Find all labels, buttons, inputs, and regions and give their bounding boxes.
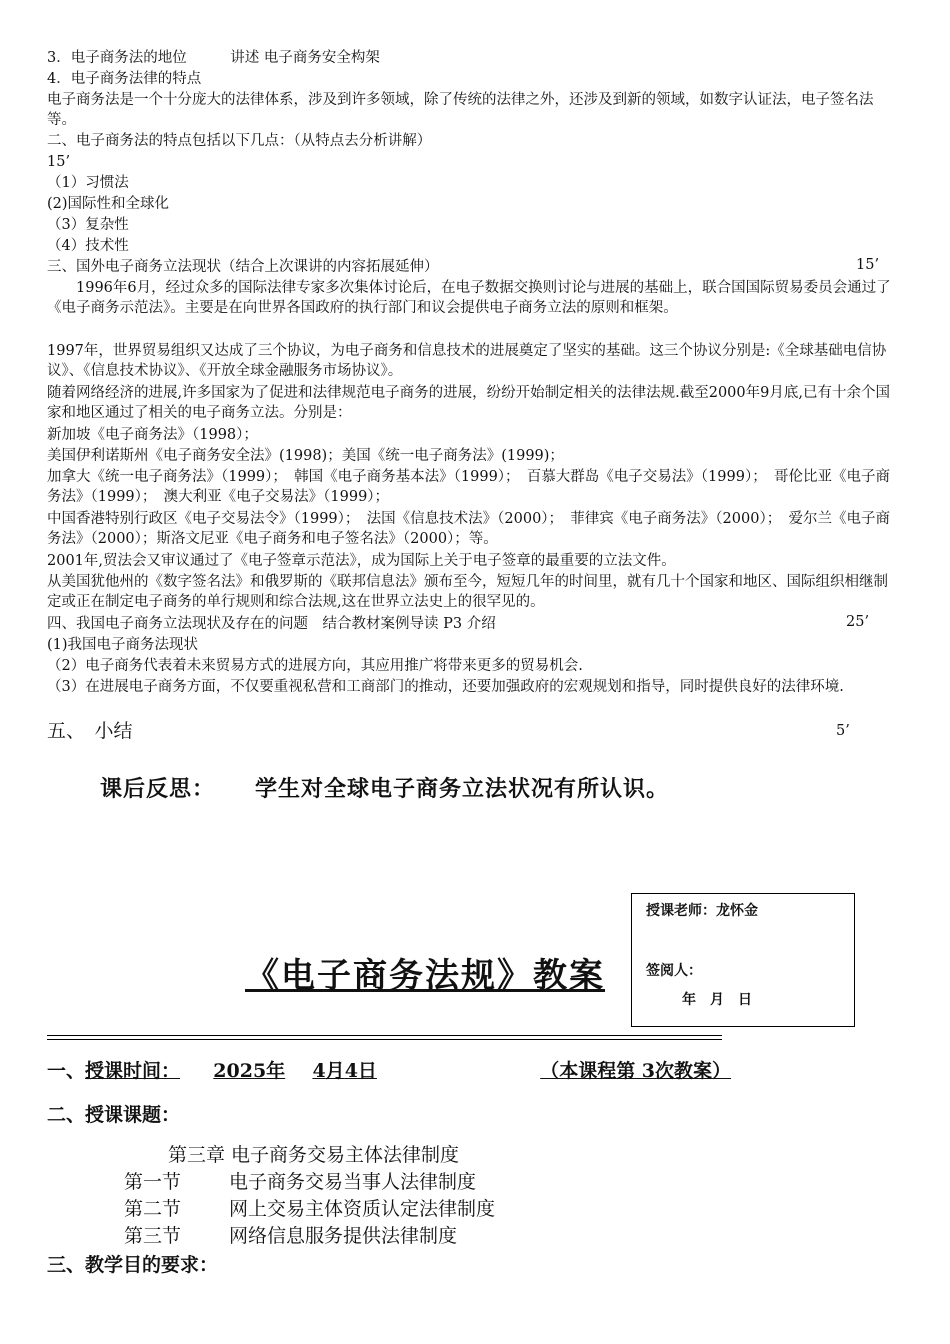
text-line: 新加坡《电子商务法》（1998）； <box>47 427 258 443</box>
paragraph: 电子商务法是一个十分庞大的法律体系，涉及到许多领域，除了传统的法律之外，还涉及到新的领域，如数字认证法，电子签名法等。 <box>47 92 874 128</box>
list-item: （3）复杂性 <box>47 217 129 233</box>
time-note: 25’ <box>846 614 870 630</box>
divider <box>47 1035 722 1036</box>
paragraph: 从美国犹他州的《数字签名法》和俄罗斯的《联邦信息法》颁布至今，短短几年的时间里，就有几十个国家和地区、国际组织相继制定或正在制定电子商务的单行规则和综合法规,这在世界立法史上的很罕见的。 <box>47 574 888 610</box>
list-item: (2)国际性和全球化 <box>47 196 170 212</box>
document-title: 《电子商务法规》教案 <box>245 956 605 996</box>
section-entry: 第二节 网上交易主体资质认定法律制度 <box>124 1198 496 1220</box>
paragraph: 1996年6月，经过众多的国际法律专家多次集体讨论后，在电子数据交换则讨论与进展的基础上，联合国国际贸易委员会通过了《电子商务示范法》。主要是在向世界各国政府的执行部门和议会提供电子商务立法的原则和框架。 <box>47 280 891 316</box>
time-note: 15’ <box>47 154 71 170</box>
heading: 二、电子商务法的特点包括以下几点：（从特点去分析讲解） <box>47 133 432 149</box>
summary-heading: 五、 小结 <box>47 720 133 742</box>
paragraph: 加拿大《统一电子商务法》（1999）； 韩国《电子商务基本法》（1999）； 百慕大群岛《电子交易法》（1999）； 哥伦比亚《电子商务法》（1999）； 澳大利亚《电子交易法》（1999）； <box>47 469 890 505</box>
divider <box>47 1039 722 1040</box>
day-value: 4 <box>344 1060 358 1082</box>
teacher-label: 授课老师：龙怀金 <box>646 903 758 919</box>
course-count: （本课程第 3次教案） <box>540 1060 732 1082</box>
list-item: (1)我国电子商务法现状 <box>47 637 199 653</box>
section-entry: 第一节 电子商务交易当事人法律制度 <box>124 1171 477 1193</box>
section-entry: 第三节 网络信息服务提供法律制度 <box>124 1225 458 1247</box>
time-note: 5’ <box>836 723 850 739</box>
year-value: 2025 <box>213 1060 267 1082</box>
date-label: 年 月 日 <box>682 992 752 1008</box>
time-label: 授课时间： <box>85 1060 181 1082</box>
section-time: 一、授课时间： 2025年 4月4日 （本课程第 3次教案） <box>47 1060 732 1082</box>
list-item: （2）电子商务代表着未来贸易方式的进展方向，其应用推广将带来更多的贸易机会. <box>47 658 583 674</box>
reflection <box>100 772 669 803</box>
paragraph: 1997年，世界贸易组织又达成了三个协议，为电子商务和信息技术的进展奠定了坚实的基础。这三个协议分别是:《全球基础电信协议》、《信息技术协议》、《开放全球金融服务市场协议》。 <box>47 343 887 379</box>
approval-box <box>631 893 855 1027</box>
text-line: 2001年,贸法会又审议通过了《电子签章示范法》，成为国际上关于电子签章的最重要的立法文件。 <box>47 553 676 569</box>
heading: 四、我国电子商务立法现状及存在的问题 结合教材案例导读 P3 介绍 <box>47 616 496 632</box>
list-item: （3）在进展电子商务方面，不仅要重视私营和工商部门的推动，还要加强政府的宏观规划和指导，同时提供良好的法律环境. <box>47 679 844 695</box>
time-note: 15’ <box>856 257 880 273</box>
chapter-title: 第三章 电子商务交易主体法律制度 <box>168 1144 460 1166</box>
text-line: 3．电子商务法的地位 讲述 电子商务安全构架 <box>47 50 380 66</box>
text-line: 美国伊利诺斯州《电子商务安全法》(1998)；美国《统一电子商务法》(1999)； <box>47 448 564 464</box>
reflection-text: 学生对全球电子商务立法状况有所认识。 <box>255 776 670 802</box>
section-topic: 二、授课课题： <box>47 1104 181 1126</box>
heading: 三、国外电子商务立法现状（结合上次课讲的内容拓展延伸） <box>47 259 439 275</box>
reviewer-label: 签阅人： <box>646 963 702 979</box>
list-item: （4）技术性 <box>47 238 129 254</box>
paragraph: 随着网络经济的进展,许多国家为了促进和法律规范电子商务的进展，纷纷开始制定相关的法律法规.截至2000年9月底,已有十余个国家和地区通过了相关的电子商务立法。分别是： <box>47 385 890 421</box>
month-value: 4 <box>312 1060 326 1082</box>
reflection-label: 课后反思： <box>100 776 216 802</box>
text-line: 4．电子商务法律的特点 <box>47 71 202 87</box>
section-prefix: 一、 <box>47 1060 86 1082</box>
section-goals: 三、教学目的要求： <box>47 1254 219 1276</box>
paragraph: 中国香港特别行政区《电子交易法令》（1999）； 法国《信息技术法》（2000）； 菲律宾《电子商务法》（2000）； 爱尔兰《电子商务法》（2000）；斯洛文尼亚《电子商务和电子签名法》（2000）；等。 <box>47 511 890 547</box>
list-item: （1）习惯法 <box>47 175 129 191</box>
